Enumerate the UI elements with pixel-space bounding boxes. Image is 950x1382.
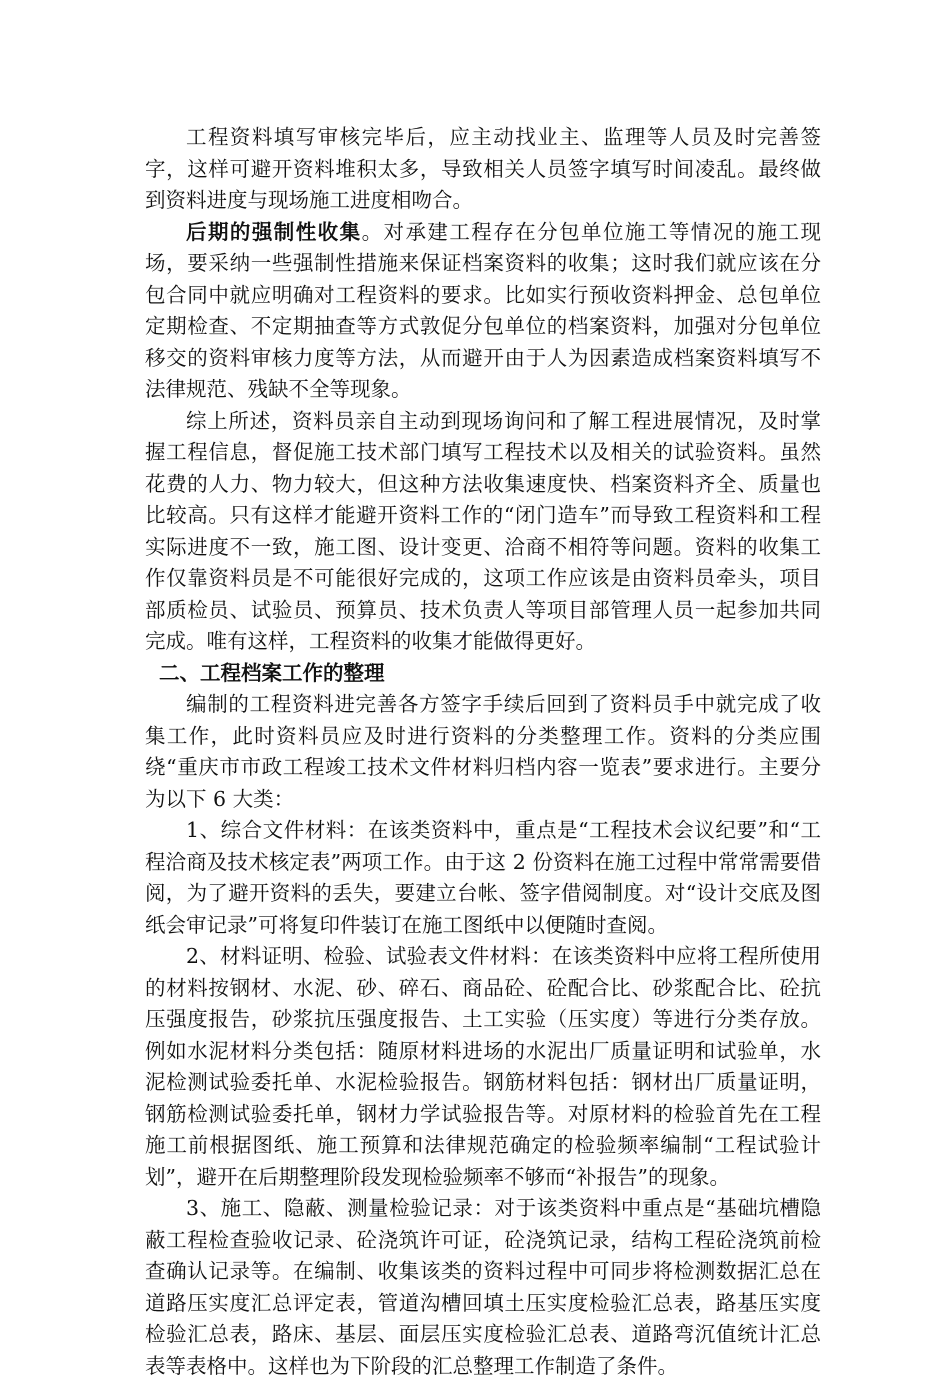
- paragraph-category-2: 2、材料证明、检验、试验表文件材料：在该类资料中应将工程所使用的材料按钢材、水泥、砂、碎石、商品砼、砼配合比、砂浆配合比、砼抗压强度报告，砂浆抗压强度报告、土工实验（压实度）等进行分类存放。例如水泥材料分类包括：随原材料进场的水泥出厂质量证明和试验单，水泥检测试验委托单、水泥检验报告。钢筋材料包括：钢材出厂质量证明，钢筋检测试验委托单，钢材力学试验报告等。对原材料的检验首先在工程施工前根据图纸、施工预算和法律规范确定的检验频率编制“工程试验计划”，避开在后期整理阶段发现检验频率不够而“补报告”的现象。: [145, 944, 821, 1189]
- section-heading: 二、工程档案工作的整理: [159, 660, 385, 685]
- paragraph-category-1: 1、综合文件材料：在该类资料中，重点是“工程技术会议纪要”和“工程洽商及技术核定表”两项工作。由于这 2 份资料在施工过程中常常需要借阅，为了避开资料的丢失，要建立台帐、签字借阅制度。对“设计交底及图纸会审记录”可将复印件装订在施工图纸中以便随时查阅。: [145, 818, 821, 937]
- paragraph-classification-intro: 编制的工程资料进完善各方签字手续后回到了资料员手中就完成了收集工作，此时资料员应及时进行资料的分类整理工作。资料的分类应围绕“重庆市市政工程竣工技术文件材料归档内容一览表”要求进行。主要分为以下 6 大类：: [145, 692, 821, 811]
- paragraph-body: 。对承建工程存在分包单位施工等情况的施工现场，要采纳一些强制性措施来保证档案资料的收集；这时我们就应该在分包合同中就应明确对工程资料的要求。比如实行预收资料押金、总包单位定期检查、不定期抽查等方式敦促分包单位的档案资料，加强对分包单位移交的资料审核力度等方法，从而避开由于人为因素造成档案资料填写不法律规范、残缺不全等现象。: [145, 219, 822, 401]
- document-page: [145, 122, 821, 1382]
- paragraph-forced-collection: [145, 217, 821, 406]
- paragraph-summary: 综上所述，资料员亲自主动到现场询问和了解工程进展情况，及时掌握工程信息，督促施工技术部门填写工程技术以及相关的试验资料。虽然花费的人力、物力较大，但这种方法收集速度快、档案资料齐全、质量也比较高。只有这样才能避开资料工作的“闭门造车”而导致工程资料和工程实际进度不一致，施工图、设计变更、洽商不相符等问题。资料的收集工作仅靠资料员是不可能很好完成的，这项工作应该是由资料员牵头，项目部质检员、试验员、预算员、技术负责人等项目部管理人员一起参加共同完成。唯有这样，工程资料的收集才能做得更好。: [145, 408, 821, 653]
- paragraph-lead-bold: 后期的强制性收集: [186, 219, 362, 244]
- paragraph-signature-completion: 工程资料填写审核完毕后，应主动找业主、监理等人员及时完善签字，这样可避开资料堆积太多，导致相关人员签字填写时间凌乱。最终做到资料进度与现场施工进度相吻合。: [145, 125, 821, 212]
- paragraph-category-3: 3、施工、隐蔽、测量检验记录：对于该类资料中重点是“基础坑槽隐蔽工程检查验收记录、砼浇筑许可证，砼浇筑记录，结构工程砼浇筑前检查确认记录等。在编制、收集该类的资料过程中可同步将检测数据汇总在道路压实度汇总评定表，管道沟槽回填土压实度检验汇总表，路基压实度检验汇总表，路床、基层、面层压实度检验汇总表、道路弯沉值统计汇总表等表格中。这样也为下阶段的汇总整理工作制造了条件。: [145, 1196, 821, 1378]
